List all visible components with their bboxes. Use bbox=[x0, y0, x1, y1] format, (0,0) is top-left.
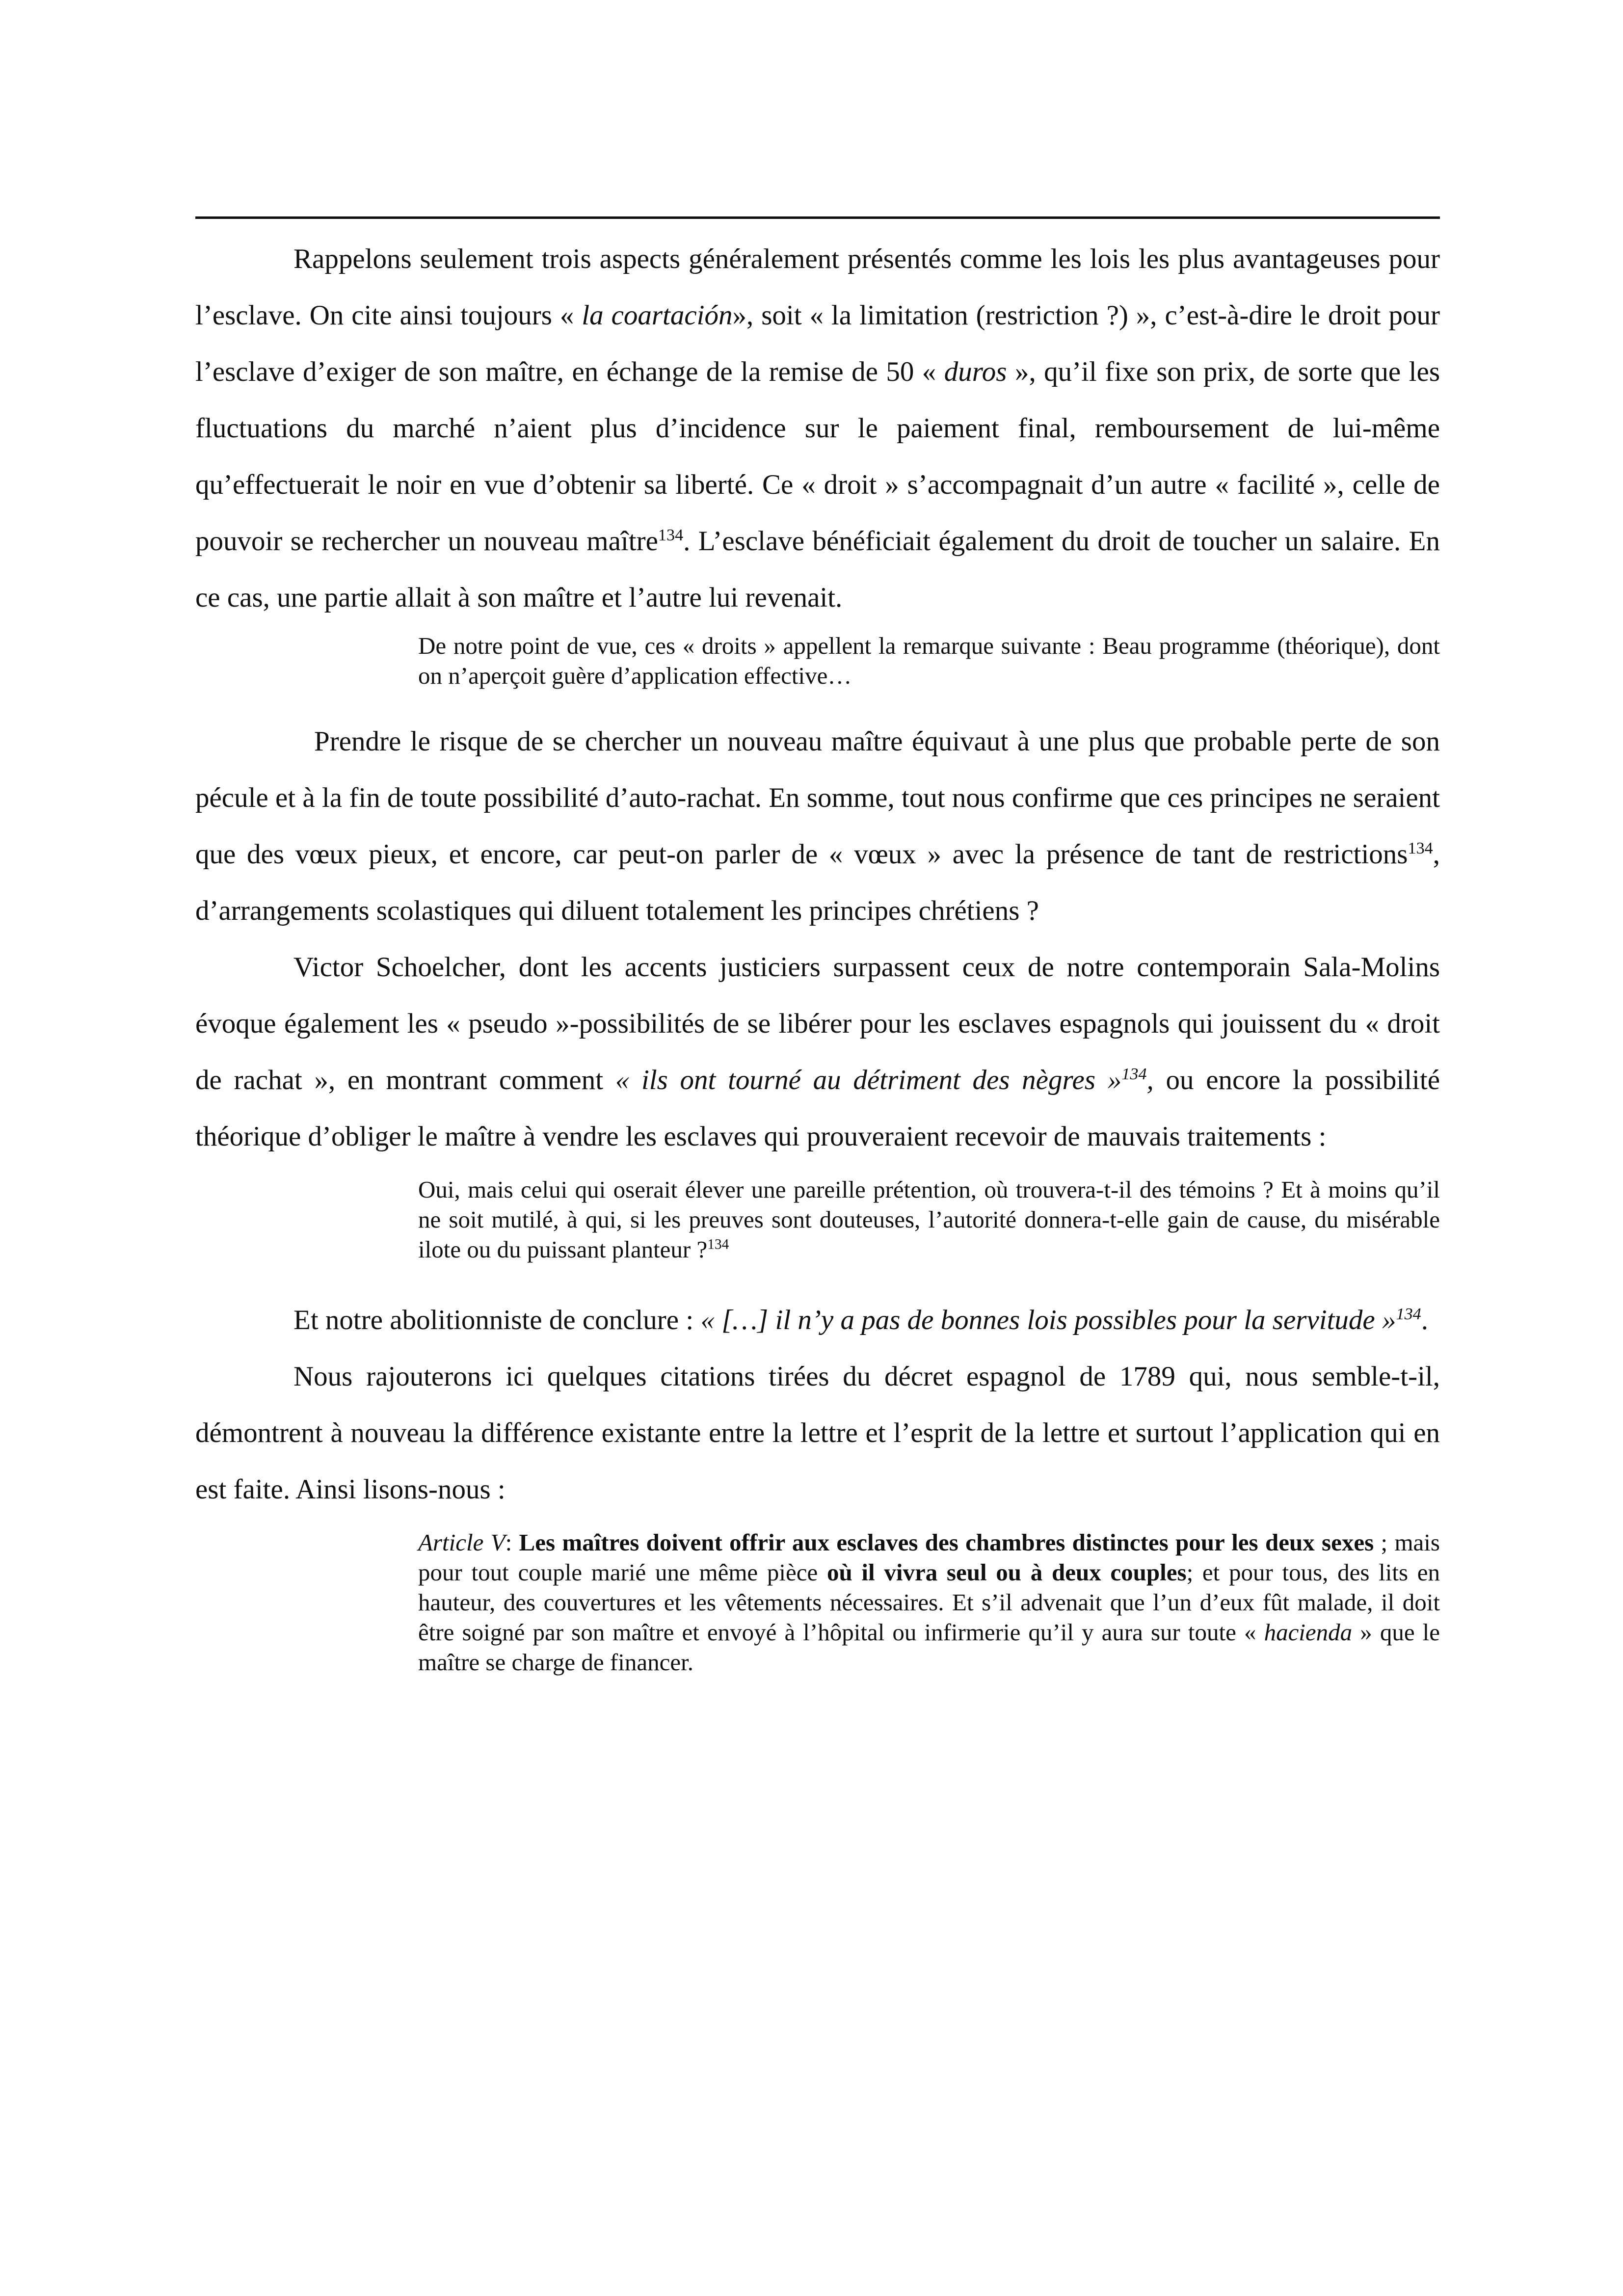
footnote-ref: 134 bbox=[1121, 1065, 1147, 1083]
paragraph-conclusion: Et notre abolitionniste de conclure : « […] il n’y a pas de bonnes lois possibles pour la servitude »$^{134}$. bbox=[293, 1305, 1429, 1335]
block-quote-article-v: Article V: Les maîtres doivent offrir aux esclaves des chambres distinctes pour les deux sexes ; mais pour tout couple marié une même pièce où il vivra seul ou à deux couples; et pour tous, des lits en hauteur, des couvertures et les vêtements nécessaires. Et s’il advenait que l’un d’eux fût malade, il doit être soigné par son maître et envoyé à l’hôpital ou infirmerie qu’il y aura sur toute « hacienda » que le maître se charge de financer. bbox=[418, 1529, 1440, 1676]
paragraph-decree-1789: Nous rajouterons ici quelques citations tirées du décret espagnol de 1789 qui, nous semble-t-il, démontrent à nouveau la différence existante entre la lettre et l’esprit de la lettre et surtout l’application qui en est faite. Ainsi lisons-nous : bbox=[195, 1361, 1440, 1505]
footnote-ref: 134 bbox=[1396, 1305, 1421, 1323]
block-quote-remark: De notre point de vue, ces « droits » appellent la remarque suivante : Beau programme (théorique), dont on n’aperçoit guère d’application effective… bbox=[418, 632, 1440, 689]
footnote-ref: 134 bbox=[658, 526, 684, 544]
footnote-ref: 134 bbox=[707, 1236, 729, 1253]
paragraph-new-master: Prendre le risque de se chercher un nouveau maître équivaut à une plus que probable perte de son pécule et à la fin de toute possibilité d’auto-rachat. En somme, tout nous confirme que ces principes ne seraient que des vœux pieux, et encore, car peut-on parler de « vœux » avec la présence de tant de restrictions$^{134}$, d’arrangements scolastiques qui diluent totalement les principes chrétiens ? bbox=[195, 726, 1440, 926]
footnote-ref: 134 bbox=[1408, 839, 1433, 857]
block-quote-schoelcher: Oui, mais celui qui oserait élever une pareille prétention, où trouvera-t-il des témoins ? Et à moins qu’il ne soit mutilé, à qui, si les preuves sont douteuses, l’autorité donnera-t-elle gain de cause, du misérable ilote ou du puissant planteur ?$^{134}$ bbox=[418, 1176, 1440, 1263]
header-rule bbox=[195, 216, 1440, 219]
page-body bbox=[195, 231, 1440, 1677]
paragraph-coartacion: Rappelons seulement trois aspects généralement présentés comme les lois les plus avantageuses pour l’esclave. On cite ainsi toujours « la coartación», soit « la limitation (restriction ?) », c’est-à-dire le droit pour l’esclave d’exiger de son maître, en échange de la remise de 50 « duros », qu’il fixe son prix, de sorte que les fluctuations du marché n’aient plus d’incidence sur le paiement final, remboursement de lui-même qu’effectuerait le noir en vue d’obtenir sa liberté. Ce « droit » s’accompagnait d’un autre « facilité », celle de pouvoir se rechercher un nouveau maître$^{134}$. L’esclave bénéficiait également du droit de toucher un salaire. En ce cas, une partie allait à son maître et l’autre lui revenait. bbox=[195, 243, 1440, 613]
paragraph-schoelcher: Victor Schoelcher, dont les accents justiciers surpassent ceux de notre contemporain Sala-Molins évoque également les « pseudo »-possibilités de se libérer pour les esclaves espagnols qui jouissent du « droit de rachat », en montrant comment « ils ont tourné au détriment des nègres »$^{134}$, ou encore la possibilité théorique d’obliger le maître à vendre les esclaves qui prouveraient recevoir de mauvais traitements : bbox=[195, 952, 1440, 1152]
